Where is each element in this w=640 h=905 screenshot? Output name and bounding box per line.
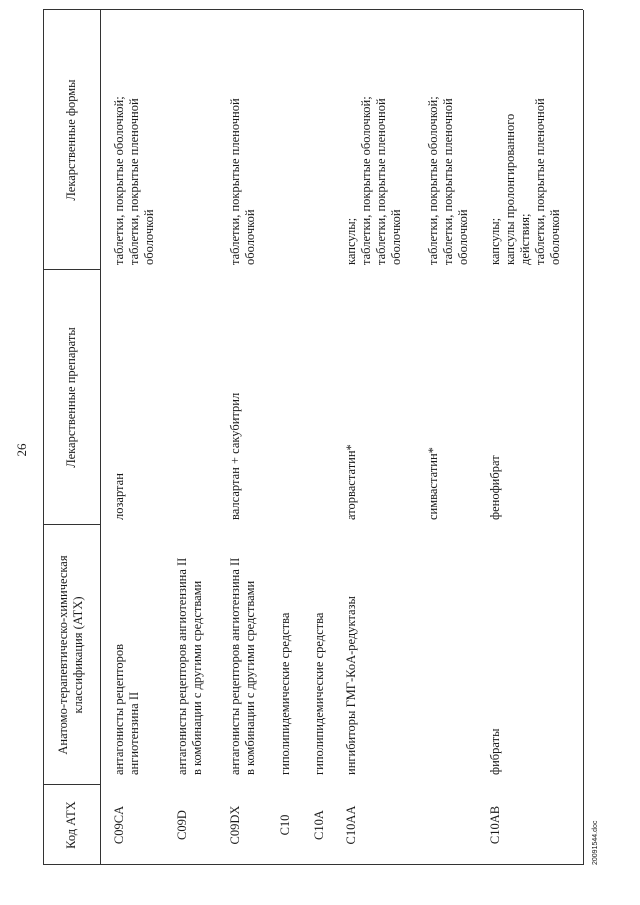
cell-drugs: лозартан [112,473,126,520]
cell-code: C09DX [228,805,242,845]
header-drugs: Лекарственные препараты [64,327,78,468]
header-code: Код АТХ [64,801,78,849]
col-divider-3 [43,269,100,270]
cell-classification: ингибиторы ГМГ-КоА-редуктазы [344,596,358,775]
cell-code: C09CA [112,805,126,845]
table-border-bottom [583,10,584,865]
cell-forms: капсулы; капсулы пролонгированного действия; таблетки, покрытые пленочной оболочкой [488,98,562,265]
cell-code: C10AB [488,805,502,845]
col-divider-2 [43,524,100,525]
doc-id: 20091544.doc [592,820,599,865]
cell-classification: антагонисты рецепторов ангиотензина II в комбинации с другими средствами [228,557,257,775]
cell-forms: таблетки, покрытые оболочкой; таблетки, покрытые пленочной оболочкой [426,96,470,265]
cell-drugs: симвастатин* [426,447,440,520]
cell-code: C09D [175,810,189,840]
cell-forms: таблетки, покрытые пленочной оболочкой [228,98,257,265]
header-divider [100,10,101,865]
cell-drugs: валсартан + сакубитрил [228,392,242,520]
cell-forms: капсулы; таблетки, покрытые оболочкой; таблетки, покрытые пленочной оболочкой [344,96,403,265]
cell-drugs: аторвастатин* [344,444,358,520]
cell-classification: фибраты [488,728,502,775]
cell-classification: антагонисты рецепторов ангиотензина II [112,643,141,775]
cell-forms: таблетки, покрытые оболочкой; таблетки, покрытые пленочной оболочкой [112,96,156,265]
table-border-right [43,9,583,10]
cell-classification: гиполипидемические средства [312,612,326,775]
cell-classification: гиполипидемические средства [278,612,292,775]
cell-classification: антагонисты рецепторов ангиотензина II в комбинации с другими средствами [175,557,204,775]
cell-code: C10 [278,814,292,836]
page-number: 26 [14,443,29,457]
cell-code: C10AA [344,805,358,845]
header-classification: Анатомо-терапевтическо-химическая классификация (АТХ) [56,555,85,755]
cell-drugs: фенофибрат [488,455,502,520]
header-forms: Лекарственные формы [64,79,78,201]
table-border-top [43,10,44,865]
cell-code: C10A [312,810,326,840]
